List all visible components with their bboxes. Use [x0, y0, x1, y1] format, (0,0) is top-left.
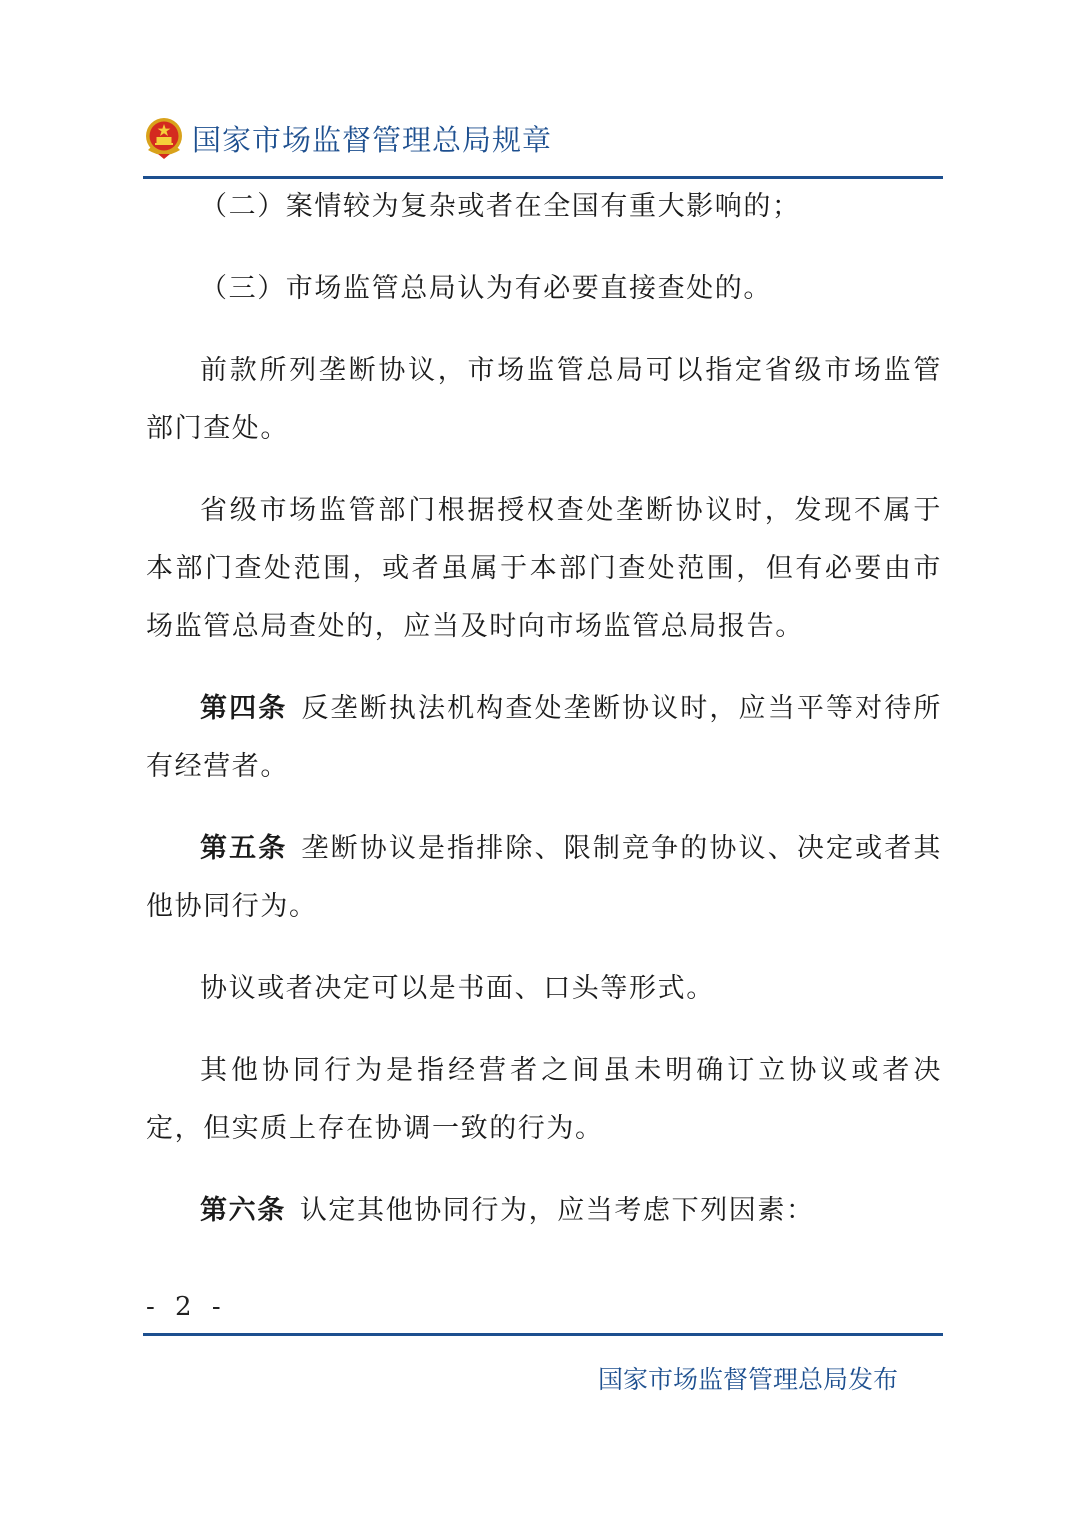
- paragraph-1: [146, 178, 942, 236]
- article-number: 第六条: [200, 1195, 286, 1226]
- article-number: 第四条: [200, 693, 288, 724]
- footer-publisher: 国家市场监督管理总局发布: [597, 1365, 898, 1394]
- paragraph-text: 协议或者决定可以是书面、口头等形式。: [200, 973, 715, 1004]
- paragraph-2: [146, 260, 942, 318]
- document-body: [146, 178, 942, 1240]
- paragraph-text: （三）市场监管总局认为有必要直接查处的。: [200, 273, 772, 304]
- paragraph-4: [146, 482, 942, 656]
- header-title: 国家市场监督管理总局规章: [192, 122, 553, 157]
- national-emblem-icon: [144, 116, 184, 160]
- paragraph-7: [146, 960, 942, 1018]
- article-6: [146, 1182, 942, 1240]
- page-number: - 2 -: [146, 1292, 227, 1322]
- paragraph-text: 前款所列垄断协议，市场监管总局可以指定省级市场监管部门查处。: [146, 355, 942, 444]
- paragraph-text: 省级市场监管部门根据授权查处垄断协议时，发现不属于本部门查处范围，或者虽属于本部门查处范围，但有必要由市场监管总局查处的，应当及时向市场监管总局报告。: [146, 495, 942, 642]
- paragraph-text: 认定其他协同行为，应当考虑下列因素：: [299, 1195, 815, 1226]
- paragraph-text: 反垄断执法机构查处垄断协议时，应当平等对待所有经营者。: [146, 693, 942, 782]
- footer-divider: [143, 1333, 943, 1336]
- article-number: 第五条: [200, 833, 288, 864]
- paragraph-text: 垄断协议是指排除、限制竞争的协议、决定或者其他协同行为。: [146, 833, 942, 922]
- paragraph-3: [146, 342, 942, 458]
- paragraph-text: （二）案情较为复杂或者在全国有重大影响的；: [200, 191, 801, 222]
- paragraph-8: [146, 1042, 942, 1158]
- paragraph-text: 其他协同行为是指经营者之间虽未明确订立协议或者决定，但实质上存在协调一致的行为。: [146, 1055, 942, 1144]
- page-header: [144, 112, 944, 164]
- article-5: [146, 820, 942, 936]
- article-4: [146, 680, 942, 796]
